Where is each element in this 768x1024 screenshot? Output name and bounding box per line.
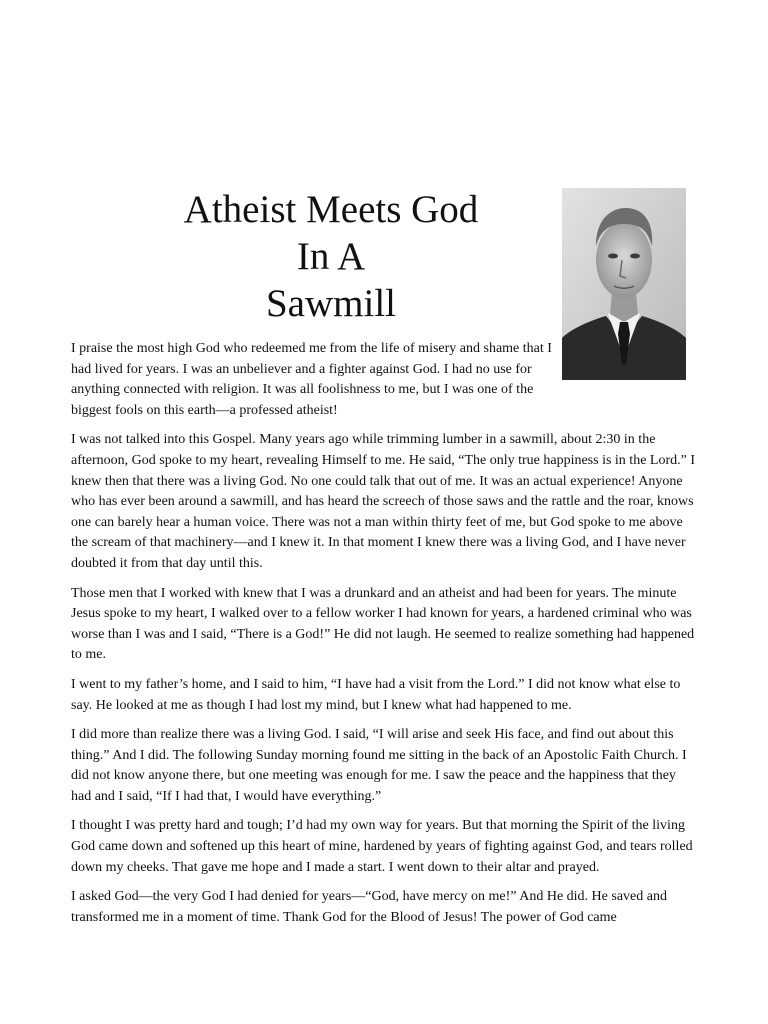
paragraph-4: I went to my father’s home, and I said to him, “I have had a visit from the Lord.” I did not know what else to say. He looked at me as though I had lost my mind, but I knew what had happened to me.	[71, 676, 681, 713]
paragraph-1: I praise the most high God who redeemed me from the life of misery and shame that I had lived for years. I was an unbeliever and a fighter against God. I had no use for anything connected with religion. It was all foolishness to me, but I was one of the biggest fools on this earth—a professed atheist!	[71, 341, 552, 418]
title-line-3: Sawmill	[265, 282, 396, 325]
paragraph-2: I was not talked into this Gospel. Many years ago while trimming lumber in a sawmill, about 2:30 in the afternoon, God spoke to my heart, revealing Himself to me. He said, “The only true happiness is in the Lord.” I knew then that there was a living God. No one could talk that out of me. It was an actual experience! Anyone who has ever been around a sawmill, and has heard the screech of those saws and the rattle and the roar, knows one can barely hear a human voice. There was not a man within thirty feet of me, but God spoke to me above the scream of that machinery—and I knew it. In that moment I knew there was a living God, and I have never doubted it from that day until this.	[71, 432, 695, 571]
article-body	[71, 339, 699, 937]
title-line-2: In A	[296, 235, 366, 278]
paragraph-5: I did more than realize there was a living God. I said, “I will arise and seek His face, and find out about this thing.” And I did. The following Sunday morning found me sitting in the back of an Apostolic Faith Church. I did not know anyone there, but one meeting was enough for me. I saw the peace and the happiness that they had and I said, “If I had that, I would have everything.”	[71, 727, 687, 804]
page-title	[150, 186, 512, 327]
paragraph-3: Those men that I worked with knew that I was a drunkard and an atheist and had been for years. The minute Jesus spoke to my heart, I walked over to a fellow worker I had known for years, a hardened criminal who was worse than I was and I said, “There is a God!” He did not laugh. He seemed to realize something had happened to me.	[71, 585, 695, 663]
title-line-1: Atheist Meets God	[183, 188, 479, 231]
paragraph-6: I thought I was pretty hard and tough; I’d had my own way for years. But that morning the Spirit of the living God came down and softened up this heart of mine, hardened by years of fighting against God, and tears rolled down my cheeks. That gave me hope and I made a start. I went down to their altar and prayed.	[71, 818, 693, 875]
paragraph-7: I asked God—the very God I had denied for years—“God, have mercy on me!” And He did. He saved and transformed me in a moment of time. Thank God for the Blood of Jesus! The power of God came	[71, 889, 667, 925]
